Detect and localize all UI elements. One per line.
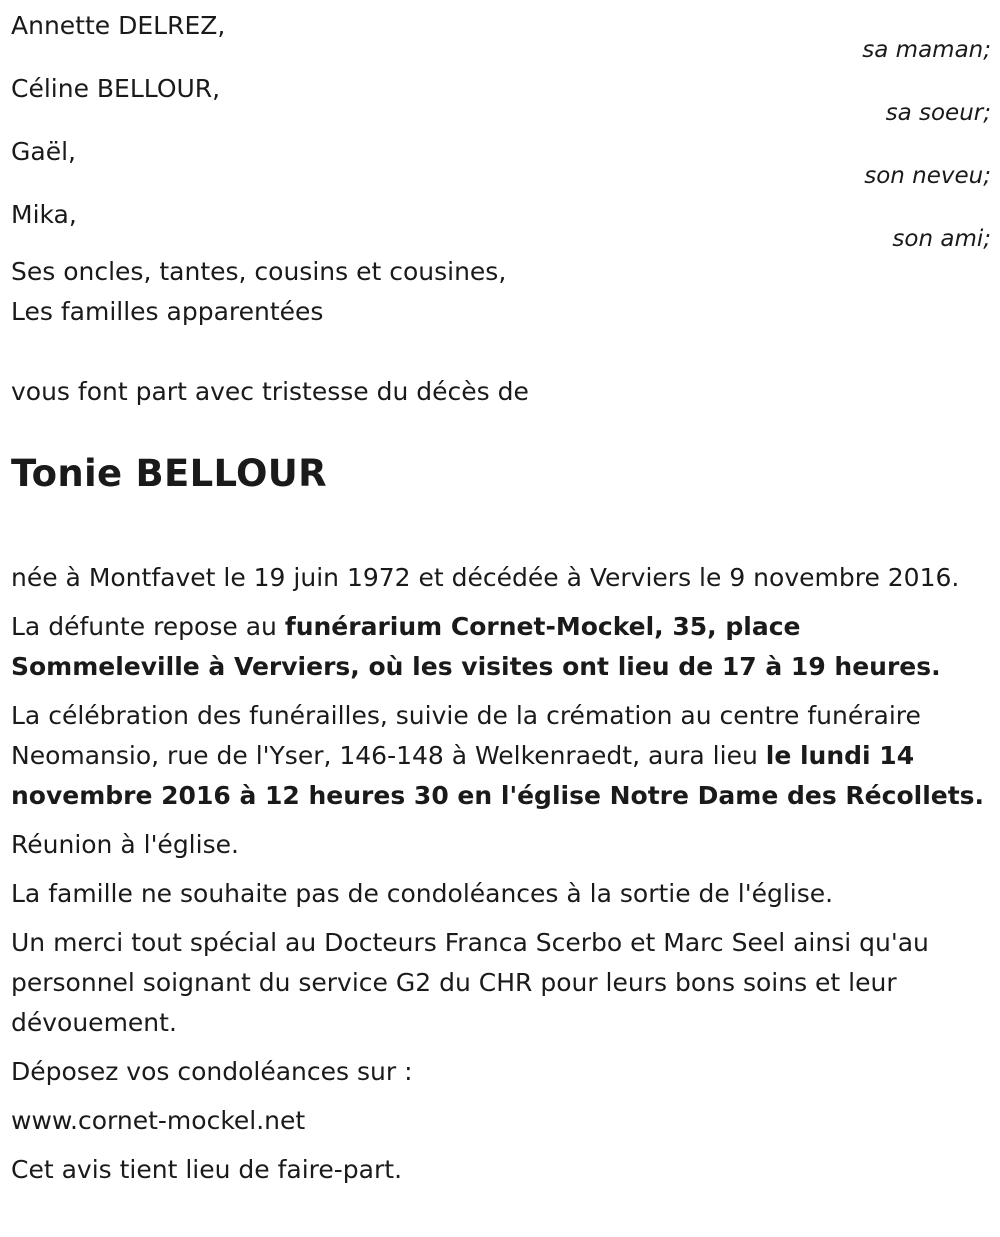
resting-place-details: funérarium Cornet-Mockel, 35, place Sommeleville à Verviers, où les visites ont lieu de 17 à 19 heures. (11, 612, 941, 681)
family-member-relation: sa maman; (862, 37, 991, 63)
condolences-label: Déposez vos condoléances sur : (11, 1057, 413, 1086)
ceremony-details: le lundi 14 novembre 2016 à 12 heures 30 en l'église Notre Dame des Récollets. (11, 741, 985, 810)
thanks-note: Un merci tout spécial au Docteurs Franca Scerbo et Marc Seel ainsi qu'au personnel soignant du service G2 du CHR pour leurs bons soins et leur dévouement. (11, 928, 929, 1037)
deceased-name: Tonie BELLOUR (11, 452, 327, 495)
family-member-row (11, 63, 991, 126)
resting-place-prefix: La défunte repose au (11, 612, 285, 641)
ceremony-info (11, 696, 991, 816)
meeting-info: Réunion à l'église. (11, 830, 239, 859)
family-member-name: Annette DELREZ, (11, 11, 226, 40)
family-member-relation: son neveu; (864, 163, 991, 189)
family-member-row (11, 189, 991, 252)
no-condolences-note: La famille ne souhaite pas de condoléances à la sortie de l'église. (11, 879, 834, 908)
family-member-name: Mika, (11, 200, 77, 229)
obituary-notice (11, 0, 991, 1190)
family-member-row (11, 126, 991, 189)
extended-family-line: Ses oncles, tantes, cousins et cousines, (11, 257, 507, 286)
announcement-intro: vous font part avec tristesse du décès de (11, 377, 529, 406)
extended-family-line: Les familles apparentées (11, 297, 324, 326)
birth-death-info: née à Montfavet le 19 juin 1972 et décédée à Verviers le 9 novembre 2016. (11, 563, 960, 592)
family-member-relation: son ami; (892, 226, 991, 252)
family-member-row (11, 0, 991, 63)
family-member-relation: sa soeur; (885, 100, 991, 126)
closing-note: Cet avis tient lieu de faire-part. (11, 1155, 403, 1184)
extended-family (11, 252, 991, 332)
resting-place-info (11, 607, 991, 687)
ceremony-prefix: La célébration des funérailles, suivie de la crémation au centre funéraire Neomansio, rue de l'Yser, 146-148 à Welkenraedt, aura lieu (11, 701, 921, 770)
condolences-website-link[interactable]: www.cornet-mockel.net (11, 1106, 306, 1135)
family-member-name: Céline BELLOUR, (11, 74, 221, 103)
family-member-name: Gaël, (11, 137, 76, 166)
